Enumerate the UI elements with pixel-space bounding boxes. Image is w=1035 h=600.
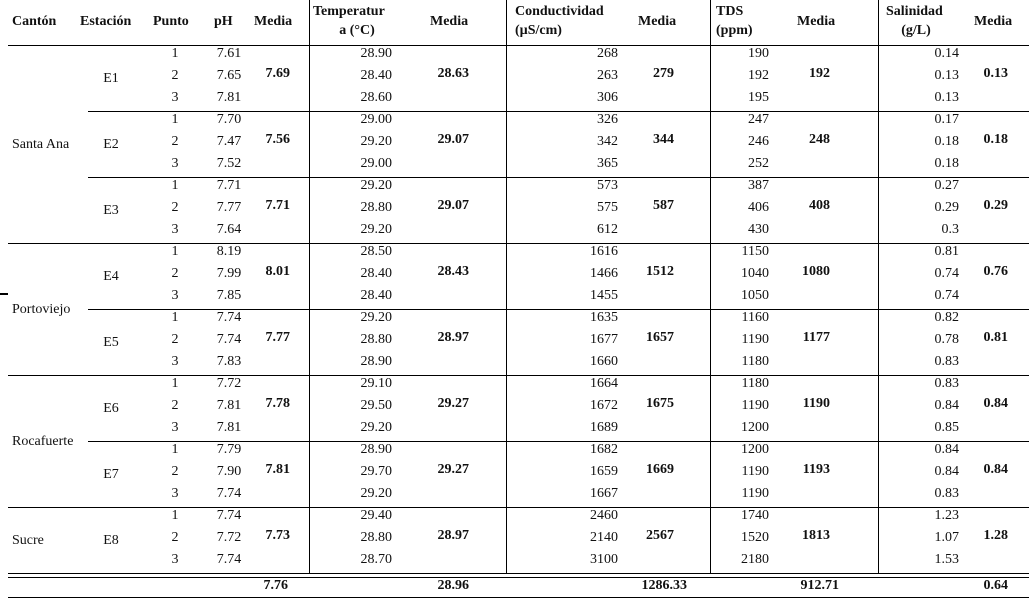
canton-label: Rocafuerte	[12, 434, 74, 449]
temperature-value: 29.40	[360, 508, 392, 523]
column-divider	[710, 442, 711, 508]
temperature-value: 28.80	[360, 332, 392, 347]
ph-mean: 7.71	[265, 198, 290, 213]
temperature-mean: 28.97	[437, 330, 469, 345]
point-number: 3	[171, 288, 179, 303]
salinity-value: 0.14	[934, 46, 959, 61]
ph-mean: 7.73	[265, 528, 290, 543]
ph-value: 8.19	[216, 244, 242, 259]
salinity-value: 1.07	[934, 530, 959, 545]
tds-value: 1050	[741, 288, 769, 303]
station-label: E6	[103, 401, 119, 416]
ph-value: 7.81	[216, 398, 242, 413]
tds-value: 1180	[741, 354, 769, 369]
ph-value: 7.71	[216, 178, 242, 193]
tds-value: 1160	[741, 310, 769, 325]
header-media-conductivity: Media	[638, 14, 677, 29]
column-divider	[710, 178, 711, 244]
margin-mark	[0, 293, 8, 295]
temperature-value: 28.50	[360, 244, 392, 259]
salinity-value: 1.53	[934, 552, 959, 567]
point-number: 2	[171, 464, 179, 479]
station-label: E1	[103, 71, 119, 86]
conductivity-value: 1672	[590, 398, 618, 413]
header-divider	[309, 0, 310, 45]
column-divider	[878, 46, 879, 112]
column-divider	[506, 442, 507, 508]
conductivity-mean: 344	[653, 132, 674, 147]
tds-value: 430	[748, 222, 769, 237]
group-separator	[8, 507, 1029, 508]
tds-value: 406	[748, 200, 769, 215]
point-number: 3	[171, 156, 179, 171]
point-number: 3	[171, 552, 179, 567]
conductivity-mean: 1657	[646, 330, 674, 345]
point-number: 3	[171, 420, 179, 435]
salinity-mean: 0.84	[983, 396, 1008, 411]
point-number: 1	[171, 376, 179, 391]
salinity-value: 0.82	[934, 310, 959, 325]
conductivity-value: 2460	[590, 508, 618, 523]
conductivity-value: 573	[597, 178, 618, 193]
conductivity-value: 268	[597, 46, 618, 61]
conductivity-value: 365	[597, 156, 618, 171]
ph-mean: 7.78	[265, 396, 290, 411]
header-divider	[710, 0, 711, 45]
temperature-value: 29.70	[360, 464, 392, 479]
station-label: E7	[103, 467, 119, 482]
header-ph: pH	[214, 14, 233, 29]
ph-value: 7.81	[216, 420, 242, 435]
column-divider	[878, 508, 879, 574]
tds-mean: 192	[809, 66, 830, 81]
salinity-value: 0.29	[934, 200, 959, 215]
station-label: E8	[103, 533, 119, 548]
point-number: 3	[171, 354, 179, 369]
conductivity-value: 1677	[590, 332, 618, 347]
column-divider	[506, 244, 507, 310]
ph-value: 7.74	[216, 310, 242, 325]
station-label: E3	[103, 203, 119, 218]
point-number: 1	[171, 442, 179, 457]
temperature-value: 29.20	[360, 420, 392, 435]
total-tds: 912.71	[800, 578, 839, 593]
temperature-value: 28.80	[360, 530, 392, 545]
column-divider	[710, 112, 711, 178]
header-tds-line1: TDS	[716, 4, 744, 19]
salinity-value: 0.18	[934, 156, 959, 171]
column-divider	[878, 376, 879, 442]
salinity-value: 0.78	[934, 332, 959, 347]
column-divider	[710, 46, 711, 112]
salinity-value: 0.83	[934, 376, 959, 391]
column-divider	[309, 244, 310, 310]
column-divider	[878, 112, 879, 178]
header-divider	[878, 0, 879, 45]
conductivity-mean: 587	[653, 198, 674, 213]
salinity-mean: 0.13	[983, 66, 1008, 81]
temperature-value: 28.70	[360, 552, 392, 567]
salinity-mean: 0.84	[983, 462, 1008, 477]
ph-value: 7.85	[216, 288, 242, 303]
ph-mean: 7.56	[265, 132, 290, 147]
salinity-value: 0.84	[934, 442, 959, 457]
column-divider	[506, 112, 507, 178]
ph-value: 7.90	[216, 464, 242, 479]
temperature-value: 28.90	[360, 442, 392, 457]
tds-mean: 408	[809, 198, 830, 213]
temperature-value: 29.20	[360, 310, 392, 325]
temperature-value: 28.40	[360, 266, 392, 281]
group-separator	[8, 573, 1029, 574]
tds-value: 1040	[741, 266, 769, 281]
ph-value: 7.47	[216, 134, 242, 149]
conductivity-value: 1689	[590, 420, 618, 435]
conductivity-value: 1635	[590, 310, 618, 325]
temperature-value: 29.20	[360, 222, 392, 237]
point-number: 2	[171, 200, 179, 215]
header-salinity-line1: Salinidad	[886, 4, 943, 19]
salinity-value: 0.27	[934, 178, 959, 193]
conductivity-value: 612	[597, 222, 618, 237]
temperature-mean: 28.43	[437, 264, 469, 279]
salinity-value: 0.83	[934, 354, 959, 369]
column-divider	[309, 310, 310, 376]
salinity-value: 0.84	[934, 464, 959, 479]
header-tds-line2: (ppm)	[716, 23, 753, 38]
tds-value: 246	[748, 134, 769, 149]
header-conductivity-line2: (µS/cm)	[515, 23, 562, 38]
conductivity-mean: 2567	[646, 528, 674, 543]
column-divider	[710, 310, 711, 376]
tds-value: 1740	[741, 508, 769, 523]
conductivity-value: 1455	[590, 288, 618, 303]
ph-value: 7.65	[216, 68, 242, 83]
header-media-ph: Media	[254, 14, 293, 29]
point-number: 2	[171, 134, 179, 149]
header-media-tds: Media	[797, 14, 836, 29]
salinity-mean: 0.81	[983, 330, 1008, 345]
tds-mean: 248	[809, 132, 830, 147]
tds-value: 1190	[741, 464, 769, 479]
header-punto: Punto	[153, 14, 189, 29]
salinity-mean: 0.29	[983, 198, 1008, 213]
ph-value: 7.64	[216, 222, 242, 237]
ph-value: 7.99	[216, 266, 242, 281]
point-number: 2	[171, 332, 179, 347]
ph-value: 7.74	[216, 486, 242, 501]
ph-value: 7.81	[216, 90, 242, 105]
column-divider	[506, 508, 507, 574]
group-separator	[8, 243, 1029, 244]
salinity-mean: 0.76	[983, 264, 1008, 279]
tds-value: 192	[748, 68, 769, 83]
conductivity-mean: 1512	[646, 264, 674, 279]
total-conductivity: 1286.33	[641, 578, 687, 593]
column-divider	[878, 178, 879, 244]
point-number: 1	[171, 46, 179, 61]
total-temperature: 28.96	[437, 578, 469, 593]
point-number: 2	[171, 530, 179, 545]
point-number: 3	[171, 90, 179, 105]
salinity-value: 0.3	[941, 222, 959, 237]
conductivity-value: 1466	[590, 266, 618, 281]
salinity-mean: 0.18	[983, 132, 1008, 147]
salinity-value: 0.17	[934, 112, 959, 127]
total-salinity: 0.64	[983, 578, 1008, 593]
tds-value: 387	[748, 178, 769, 193]
temperature-mean: 29.07	[437, 132, 469, 147]
conductivity-value: 1616	[590, 244, 618, 259]
column-divider	[309, 442, 310, 508]
salinity-value: 0.18	[934, 134, 959, 149]
ph-value: 7.70	[216, 112, 242, 127]
tds-value: 1190	[741, 486, 769, 501]
conductivity-mean: 1669	[646, 462, 674, 477]
ph-value: 7.79	[216, 442, 242, 457]
conductivity-mean: 279	[653, 66, 674, 81]
tds-value: 1180	[741, 376, 769, 391]
point-number: 3	[171, 486, 179, 501]
point-number: 2	[171, 398, 179, 413]
ph-value: 7.72	[216, 376, 242, 391]
column-divider	[309, 46, 310, 112]
temperature-value: 29.20	[360, 486, 392, 501]
temperature-value: 28.90	[360, 354, 392, 369]
tds-value: 1190	[741, 332, 769, 347]
tds-mean: 1177	[802, 330, 830, 345]
column-divider	[309, 112, 310, 178]
temperature-value: 29.50	[360, 398, 392, 413]
canton-label: Portoviejo	[12, 302, 71, 317]
temperature-value: 28.90	[360, 46, 392, 61]
salinity-value: 0.81	[934, 244, 959, 259]
column-divider	[506, 376, 507, 442]
ph-mean: 7.69	[265, 66, 290, 81]
tds-value: 1520	[741, 530, 769, 545]
header-media-temperature: Media	[430, 14, 469, 29]
column-divider	[309, 178, 310, 244]
conductivity-value: 342	[597, 134, 618, 149]
temperature-value: 29.20	[360, 134, 392, 149]
point-number: 1	[171, 244, 179, 259]
point-number: 2	[171, 68, 179, 83]
salinity-value: 0.85	[934, 420, 959, 435]
ph-value: 7.83	[216, 354, 242, 369]
column-divider	[506, 310, 507, 376]
column-divider	[506, 46, 507, 112]
header-media-salinity: Media	[974, 14, 1013, 29]
header-estacion: Estación	[80, 14, 132, 29]
ph-value: 7.61	[216, 46, 242, 61]
column-divider	[710, 376, 711, 442]
tds-mean: 1193	[802, 462, 830, 477]
tds-mean: 1813	[802, 528, 830, 543]
station-label: E2	[103, 137, 119, 152]
temperature-value: 28.40	[360, 288, 392, 303]
ph-value: 7.77	[216, 200, 242, 215]
column-divider	[506, 178, 507, 244]
temperature-mean: 29.27	[437, 396, 469, 411]
conductivity-value: 326	[597, 112, 618, 127]
ph-value: 7.52	[216, 156, 242, 171]
ph-mean: 7.81	[265, 462, 290, 477]
salinity-value: 0.74	[934, 266, 959, 281]
tds-value: 1200	[741, 420, 769, 435]
salinity-value: 1.23	[934, 508, 959, 523]
tds-value: 1150	[741, 244, 769, 259]
conductivity-value: 575	[597, 200, 618, 215]
point-number: 1	[171, 112, 179, 127]
tds-value: 1200	[741, 442, 769, 457]
temperature-value: 28.80	[360, 200, 392, 215]
salinity-value: 0.83	[934, 486, 959, 501]
header-temperature-line2: a (°C)	[339, 23, 375, 38]
temperature-mean: 29.27	[437, 462, 469, 477]
temperature-mean: 28.63	[437, 66, 469, 81]
temperature-value: 29.10	[360, 376, 392, 391]
temperature-value: 28.60	[360, 90, 392, 105]
canton-label: Sucre	[12, 533, 44, 548]
column-divider	[878, 442, 879, 508]
column-divider	[309, 508, 310, 574]
conductivity-value: 1667	[590, 486, 618, 501]
column-divider	[309, 376, 310, 442]
total-ph: 7.76	[263, 578, 288, 593]
conductivity-mean: 1675	[646, 396, 674, 411]
tds-value: 247	[748, 112, 769, 127]
temperature-value: 29.20	[360, 178, 392, 193]
ph-value: 7.74	[216, 508, 242, 523]
point-number: 2	[171, 266, 179, 281]
canton-label: Santa Ana	[12, 137, 70, 152]
salinity-value: 0.84	[934, 398, 959, 413]
station-label: E4	[103, 269, 119, 284]
conductivity-value: 1664	[590, 376, 618, 391]
ph-mean: 8.01	[265, 264, 290, 279]
tds-value: 195	[748, 90, 769, 105]
column-divider	[710, 508, 711, 574]
conductivity-value: 1660	[590, 354, 618, 369]
header-bottom-rule	[8, 45, 1029, 46]
column-divider	[878, 310, 879, 376]
tds-value: 252	[748, 156, 769, 171]
conductivity-value: 1682	[590, 442, 618, 457]
salinity-value: 0.13	[934, 68, 959, 83]
table-bottom-rule	[8, 597, 1029, 598]
ph-value: 7.72	[216, 530, 242, 545]
group-separator	[8, 375, 1029, 376]
ph-value: 7.74	[216, 552, 242, 567]
header-salinity-line2: (g/L)	[901, 23, 931, 38]
conductivity-value: 3100	[590, 552, 618, 567]
tds-value: 190	[748, 46, 769, 61]
temperature-mean: 28.97	[437, 528, 469, 543]
header-divider	[506, 0, 507, 45]
temperature-value: 29.00	[360, 112, 392, 127]
salinity-mean: 1.28	[983, 528, 1008, 543]
conductivity-value: 263	[597, 68, 618, 83]
column-divider	[878, 244, 879, 310]
point-number: 3	[171, 222, 179, 237]
ph-mean: 7.77	[265, 330, 290, 345]
conductivity-value: 306	[597, 90, 618, 105]
point-number: 1	[171, 178, 179, 193]
temperature-value: 28.40	[360, 68, 392, 83]
point-number: 1	[171, 508, 179, 523]
station-label: E5	[103, 335, 119, 350]
conductivity-value: 1659	[590, 464, 618, 479]
conductivity-value: 2140	[590, 530, 618, 545]
tds-value: 2180	[741, 552, 769, 567]
temperature-mean: 29.07	[437, 198, 469, 213]
point-number: 1	[171, 310, 179, 325]
ph-value: 7.74	[216, 332, 242, 347]
column-divider	[710, 244, 711, 310]
temperature-value: 29.00	[360, 156, 392, 171]
salinity-value: 0.13	[934, 90, 959, 105]
header-canton: Cantón	[12, 14, 57, 29]
header-conductivity-line1: Conductividad	[515, 4, 604, 19]
tds-value: 1190	[741, 398, 769, 413]
tds-mean: 1080	[802, 264, 830, 279]
tds-mean: 1190	[802, 396, 830, 411]
header-temperature-line1: Temperatur	[313, 4, 385, 19]
salinity-value: 0.74	[934, 288, 959, 303]
